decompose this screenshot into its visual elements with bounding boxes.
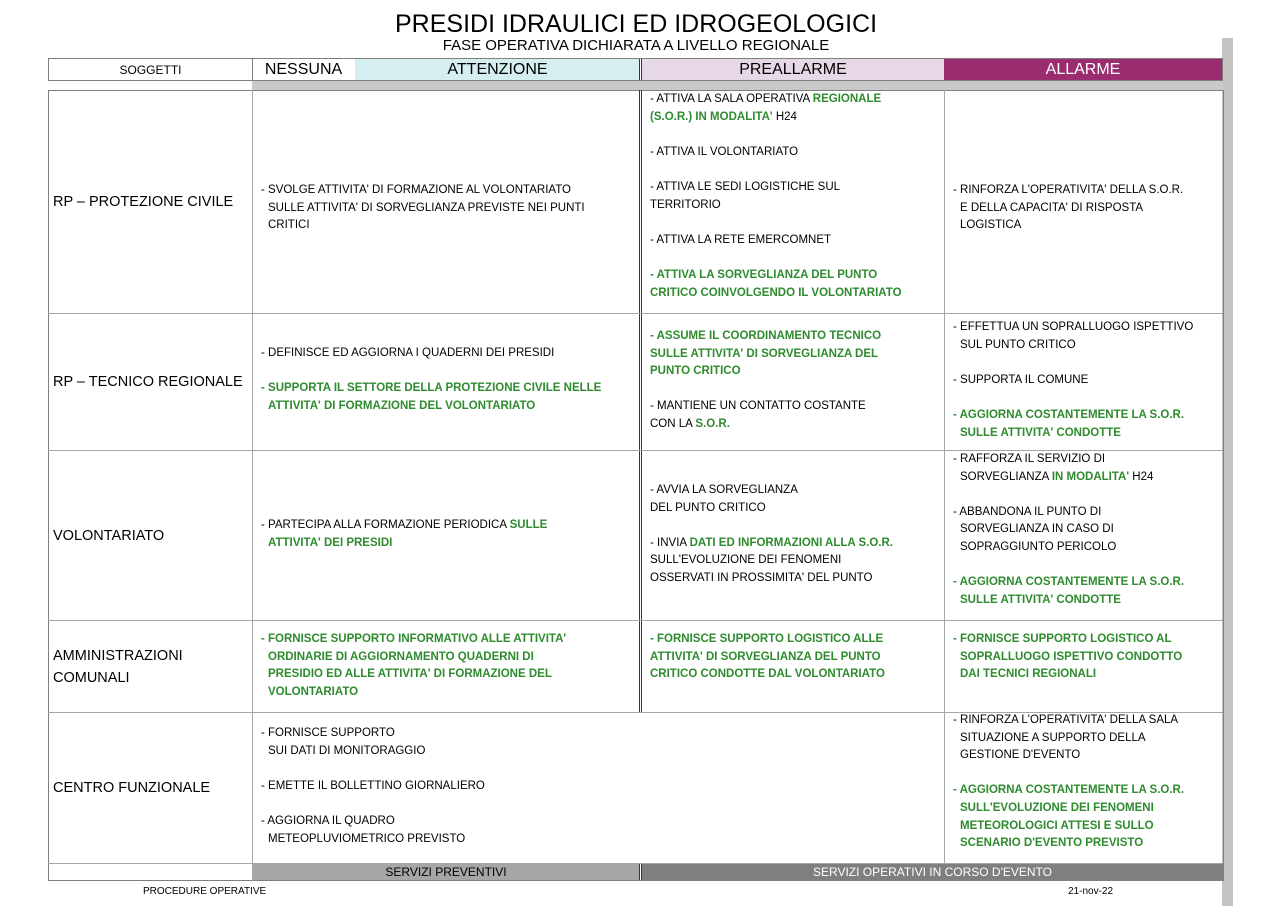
cell-tecnico-attenzione [253,345,639,415]
cell-text: SULL'EVOLUZIONE DEI FENOMENI [960,801,1154,814]
cell-text: - SVOLGE ATTIVITA' DI FORMAZIONE AL VOLONTARIATO [261,184,571,196]
cell-text: SCENARIO D'EVENTO PREVISTO [960,837,1144,850]
cell-text: OSSERVATI IN PROSSIMITA' DEL PUNTO [650,571,873,584]
cell-text: - EFFETTUA UN SOPRALLUOGO ISPETTIVO [953,321,1194,333]
page-subtitle: FASE OPERATIVA DICHIARATA A LIVELLO REGIONALE [442,37,830,54]
cell-text: - SUPPORTA IL SETTORE DELLA PROTEZIONE CIVILE NELLE [261,382,602,395]
cell-text: - AGGIORNA IL QUADRO [261,814,395,827]
cell-text: SULLE ATTIVITA' DI SORVEGLIANZA PREVISTE NEI PUNTI [268,201,585,214]
cell-text: - INVIA DATI ED INFORMAZIONI ALLA S.O.R. [650,536,893,549]
cell-text: - AGGIORNA COSTANTEMENTE LA S.O.R. [953,784,1185,797]
cell-text: - RAFFORZA IL SERVIZIO DI [953,453,1106,465]
cell-text: METEOROLOGICI ATTESI E SULLO [960,819,1154,832]
cell-centro-attenzione [253,725,639,848]
cell-text: - PARTECIPA ALLA FORMAZIONE PERIODICA SULLE [261,519,548,531]
procedure-operative-label: PROCEDURE OPERATIVE [143,886,267,897]
cell-text: - ATTIVA LA RETE EMERCOMNET [650,233,832,246]
cell-centro-allarme [945,712,1222,853]
row-label-centro-funzionale: CENTRO FUNZIONALE [53,780,211,796]
cell-text: (S.O.R.) IN MODALITA' H24 [650,110,797,123]
cell-protezione-allarme [945,182,1222,235]
cell-protezione-preallarme [642,91,944,302]
row-label-protezione-civile: RP – PROTEZIONE CIVILE [53,193,234,210]
cell-text: - ATTIVA IL VOLONTARIATO [650,145,799,158]
cell-text: CRITICO CONDOTTE DAL VOLONTARIATO [650,668,885,681]
cell-text: - AVVIA LA SORVEGLIANZA [650,484,798,496]
cell-text: - AGGIORNA COSTANTEMENTE LA S.O.R. [953,408,1185,421]
row-label-line: COMUNALI [53,669,130,686]
cell-text: LOGISTICA [960,219,1022,232]
cell-tecnico-preallarme [642,328,944,434]
cell-text: - FORNISCE SUPPORTO LOGISTICO ALLE [650,633,884,645]
row-label-tecnico-regionale: RP – TECNICO REGIONALE [53,374,243,390]
document-date: 21-nov-22 [1068,886,1114,897]
header-preallarme: PREALLARME [642,59,944,80]
cell-text: SULLE ATTIVITA' CONDOTTE [960,593,1121,606]
cell-text: SOPRAGGIUNTO PERICOLO [960,540,1117,553]
cell-text: DAI TECNICI REGIONALI [960,668,1097,681]
cell-text: SOPRALLUOGO ISPETTIVO CONDOTTO [960,650,1183,663]
cell-volontariato-preallarme [642,482,944,588]
cell-amministrazioni-attenzione [253,631,639,701]
cell-text: SUL PUNTO CRITICO [960,338,1076,351]
cell-amministrazioni-allarme [945,631,1222,684]
cell-text: - ABBANDONA IL PUNTO DI [953,505,1102,518]
cell-text: - DEFINISCE ED AGGIORNA I QUADERNI DEI PRESIDI [261,347,555,359]
cell-volontariato-attenzione [253,517,639,552]
cell-text: CRITICI [268,219,310,232]
cell-text: CON LA S.O.R. [650,417,730,430]
cell-text: SITUAZIONE A SUPPORTO DELLA [960,731,1146,744]
header-attenzione: ATTENZIONE [355,59,640,80]
row-label-volontariato: VOLONTARIATO [53,527,165,544]
cell-text: - MANTIENE UN CONTATTO COSTANTE [650,400,866,413]
cell-text: - FORNISCE SUPPORTO LOGISTICO AL [953,633,1172,645]
cell-text: METEOPLUVIOMETRICO PREVISTO [268,832,466,845]
header-soggetti: SOGGETTI [119,62,182,77]
header-separator [252,81,1223,90]
cell-text: - ATTIVA LA SALA OPERATIVA REGIONALE [650,93,882,105]
cell-text: - ATTIVA LA SORVEGLIANZA DEL PUNTO [650,268,878,281]
cell-text: SORVEGLIANZA IN MODALITA' H24 [960,470,1154,483]
cell-text: - SUPPORTA IL COMUNE [953,373,1089,386]
cell-text: - RINFORZA L'OPERATIVITA' DELLA S.O.R. [953,184,1184,196]
cell-text: - EMETTE IL BOLLETTINO GIORNALIERO [261,779,485,792]
cell-text: SULLE ATTIVITA' CONDOTTE [960,426,1121,439]
cell-text: ATTIVITA' DI SORVEGLIANZA DEL PUNTO [650,650,881,663]
cell-text: - AGGIORNA COSTANTEMENTE LA S.O.R. [953,576,1185,589]
servizi-operativi-band: SERVIZI OPERATIVI IN CORSO D'EVENTO [642,864,1223,880]
cell-text: ATTIVITA' DEI PRESIDI [268,536,393,549]
cell-text: E DELLA CAPACITA' DI RISPOSTA [960,201,1144,214]
header-nessuna: NESSUNA [264,60,343,78]
cell-text: SULL'EVOLUZIONE DEI FENOMENI [650,554,842,567]
page-title: PRESIDI IDRAULICI ED IDROGEOLOGICI [394,10,878,38]
cell-text: CRITICO COINVOLGENDO IL VOLONTARIATO [650,286,902,299]
cell-text: ATTIVITA' DI FORMAZIONE DEL VOLONTARIATO [268,399,536,412]
cell-text: PUNTO CRITICO [650,365,741,378]
cell-text: - ASSUME IL COORDINAMENTO TECNICO [650,330,882,342]
header-allarme: ALLARME [944,59,1222,80]
cell-protezione-attenzione [253,182,639,235]
cell-text: - ATTIVA LE SEDI LOGISTICHE SUL [650,180,841,193]
cell-text: TERRITORIO [650,198,721,211]
cell-text: SORVEGLIANZA IN CASO DI [960,523,1114,536]
cell-text: VOLONTARIATO [268,685,359,698]
cell-text: GESTIONE D'EVENTO [960,749,1081,762]
cell-amministrazioni-preallarme [642,631,944,684]
cell-text: SUI DATI DI MONITORAGGIO [268,744,426,757]
servizi-preventivi-band: SERVIZI PREVENTIVI [253,864,639,880]
cell-volontariato-allarme [945,451,1222,609]
cell-text: ORDINARIE DI AGGIORNAMENTO QUADERNI DI [268,650,534,663]
cell-text: - FORNISCE SUPPORTO INFORMATIVO ALLE ATTIVITA' [261,633,567,645]
cell-tecnico-allarme [945,319,1222,442]
cell-text: SULLE ATTIVITA' DI SORVEGLIANZA DEL [650,347,879,360]
cell-text: DEL PUNTO CRITICO [650,501,766,514]
row-label-line: AMMINISTRAZIONI [53,647,183,664]
cell-text: - FORNISCE SUPPORTO [261,727,395,739]
cell-text: PRESIDIO ED ALLE ATTIVITA' DI FORMAZIONE DEL [268,668,552,681]
row-label-amministrazioni-comunali [49,621,252,712]
cell-text: - RINFORZA L'OPERATIVITA' DELLA SALA [953,714,1179,726]
